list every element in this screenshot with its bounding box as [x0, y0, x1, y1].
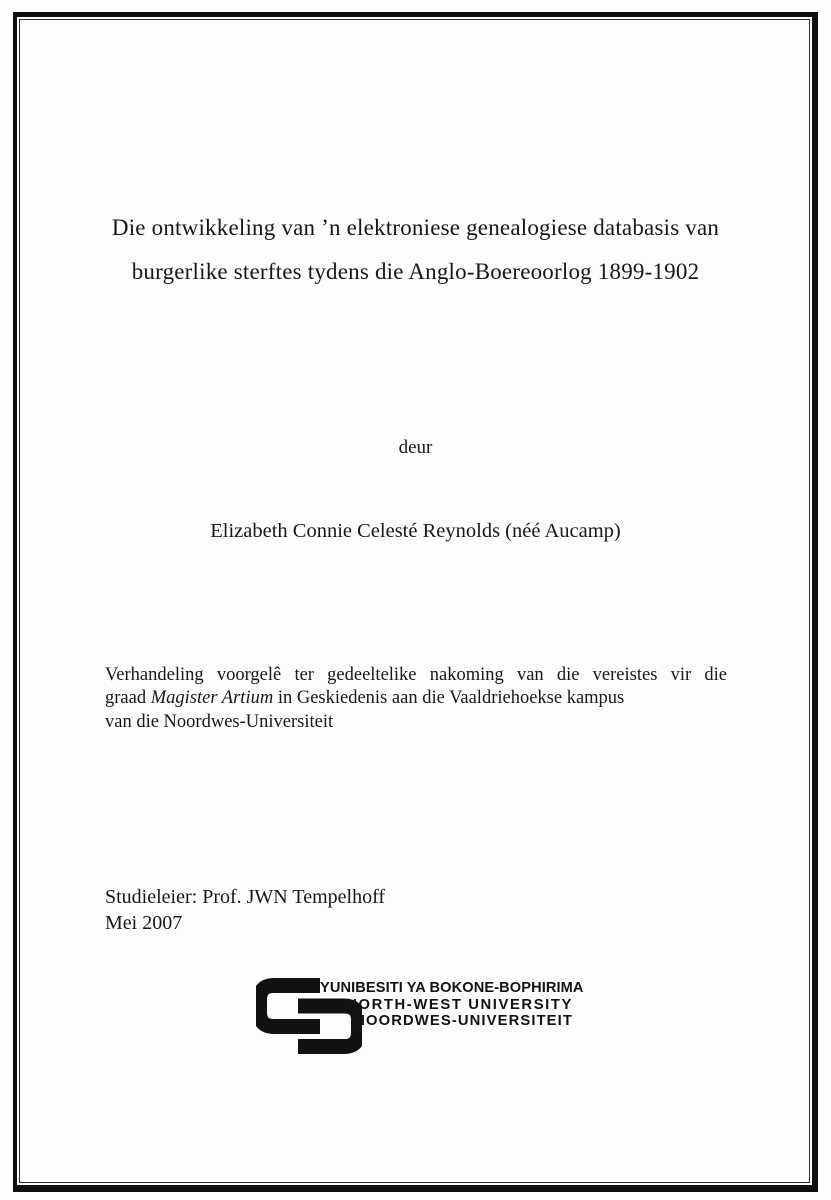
- supervisor-block: [105, 884, 385, 936]
- degree-statement-line2-suffix: in Geskiedenis aan die Vaaldriehoekse kampus: [273, 688, 625, 709]
- statement-word: van: [516, 665, 544, 685]
- degree-statement-line1: [105, 664, 727, 687]
- logo-line-english: NORTH-WEST UNIVERSITY: [346, 996, 573, 1013]
- date-line: Mei 2007: [105, 912, 183, 934]
- degree-name-italic: Magister Artium: [150, 688, 274, 709]
- degree-statement: [105, 664, 727, 734]
- degree-statement-line2-prefix: graad: [105, 688, 151, 709]
- statement-word: nakoming: [429, 665, 504, 685]
- thesis-title: [40, 206, 791, 294]
- statement-word: gedeeltelike: [327, 665, 417, 685]
- supervisor-line: Studieleier: Prof. JWN Tempelhoff: [105, 886, 386, 908]
- nwu-logo-wordmark: [320, 980, 584, 1030]
- thesis-title-line2: burgerlike sterftes tydens die Anglo-Boereoorlog 1899-1902: [131, 259, 700, 284]
- statement-word: ter: [294, 665, 314, 685]
- logo-line-setswana: YUNIBESITI YA BOKONE-BOPHIRIMA: [320, 980, 584, 996]
- degree-statement-line2: [105, 687, 727, 710]
- statement-word: die: [704, 665, 727, 685]
- statement-word: vereistes: [592, 665, 658, 685]
- statement-word: Verhandeling: [105, 665, 204, 685]
- byline-label: deur: [398, 437, 433, 458]
- thesis-title-line1: Die ontwikkeling van ’n elektroniese genealogiese databasis van: [111, 215, 720, 240]
- author-name: Elizabeth Connie Celesté Reynolds (néé Aucamp): [210, 520, 621, 542]
- statement-word: die: [556, 665, 580, 685]
- nwu-logo: [256, 976, 584, 1060]
- statement-word: vir: [670, 665, 692, 685]
- degree-statement-line3: van die Noordwes-Universiteit: [105, 711, 334, 732]
- logo-line-afrikaans: NOORDWES-UNIVERSITEIT: [354, 1013, 573, 1030]
- statement-word: voorgelê: [216, 665, 282, 685]
